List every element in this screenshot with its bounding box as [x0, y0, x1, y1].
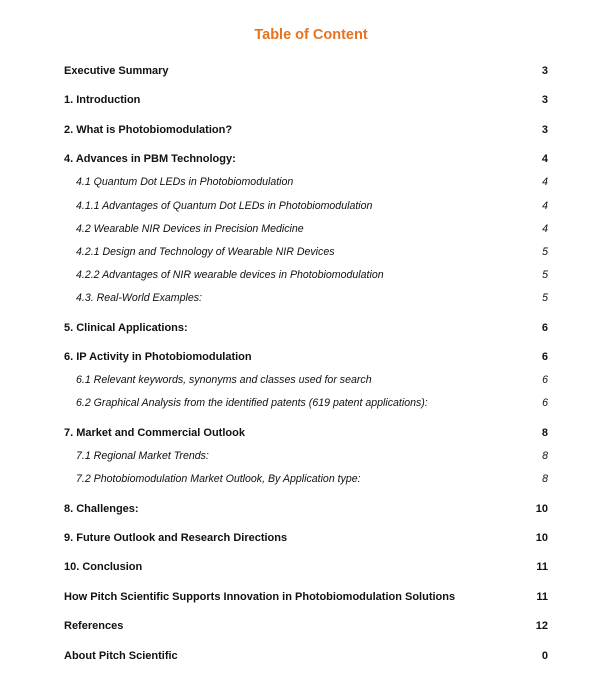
- toc-page-number: 4: [541, 153, 548, 166]
- toc-subentry[interactable]: [64, 291, 548, 305]
- toc-entry[interactable]: [64, 93, 548, 107]
- toc-page-number: 8: [542, 450, 548, 463]
- toc-page-number: 8: [542, 473, 548, 486]
- toc-page-number: 6: [541, 321, 548, 334]
- toc-entry-label: About Pitch Scientific: [64, 649, 178, 662]
- toc-page-number: 3: [541, 65, 548, 77]
- toc-entry-label: 4.1 Quantum Dot LEDs in Photobiomodulation: [76, 176, 294, 189]
- toc-entry-label: How Pitch Scientific Supports Innovation in Photobiomodulation Solutions: [64, 590, 456, 603]
- toc-entry-label: 4.2.2 Advantages of NIR wearable devices in Photobiomodulation: [76, 269, 384, 282]
- toc-entry-label: 5. Clinical Applications:: [64, 321, 188, 334]
- toc-page-number: 4: [542, 176, 548, 189]
- toc-entry-label: 4.1.1 Advantages of Quantum Dot LEDs in Photobiomodulation: [76, 199, 373, 212]
- toc-entry-label: 6.2 Graphical Analysis from the identified patents (619 patent applications):: [76, 397, 428, 410]
- toc-subentry[interactable]: [64, 396, 548, 410]
- toc-entry[interactable]: [64, 619, 548, 633]
- toc-page-number: 3: [541, 94, 548, 107]
- page-title: Table of Content: [254, 27, 368, 43]
- toc-subentry[interactable]: [64, 199, 548, 213]
- toc-page-number: 0: [541, 649, 548, 662]
- toc-page-number: 8: [541, 426, 548, 439]
- toc-entry-label: 4.3. Real-World Examples:: [76, 292, 202, 305]
- toc-subentry[interactable]: [64, 449, 548, 463]
- toc-entry-label: 7.2 Photobiomodulation Market Outlook, By Application type:: [76, 473, 361, 486]
- toc-page-number: 5: [542, 269, 548, 282]
- toc-entry-label: Executive Summary: [64, 65, 169, 77]
- toc-page-number: 4: [542, 199, 548, 212]
- toc-entry[interactable]: [64, 649, 548, 663]
- toc-page-number: 11: [536, 561, 548, 574]
- toc-entry-label: 7.1 Regional Market Trends:: [76, 450, 209, 463]
- toc-page-number: 11: [536, 590, 548, 603]
- toc-entry-label: 4.2.1 Design and Technology of Wearable NIR Devices: [76, 245, 335, 258]
- toc-page-number: 10: [535, 502, 548, 515]
- toc-page-number: 3: [541, 123, 548, 136]
- toc-page-number: 6: [542, 397, 548, 410]
- toc-entry[interactable]: [64, 123, 548, 137]
- toc-subentry[interactable]: [64, 175, 548, 189]
- toc-entry[interactable]: [64, 502, 548, 516]
- toc-entry-label: 9. Future Outlook and Research Directions: [64, 532, 288, 544]
- toc-entry-label: 6. IP Activity in Photobiomodulation: [64, 351, 252, 364]
- toc-page-number: 5: [542, 245, 548, 258]
- toc-entry-label: 10. Conclusion: [64, 561, 143, 574]
- toc-page-number: 12: [535, 620, 548, 633]
- toc-page-number: 10: [535, 532, 548, 544]
- table-of-contents: [64, 64, 548, 663]
- toc-subentry[interactable]: [64, 222, 548, 236]
- toc-subentry[interactable]: [64, 472, 548, 486]
- toc-page-number: 5: [542, 292, 548, 305]
- toc-entry[interactable]: [64, 321, 548, 335]
- toc-entry[interactable]: [64, 152, 548, 166]
- toc-page-number: 6: [542, 374, 548, 387]
- toc-entry[interactable]: [64, 560, 548, 574]
- toc-subentry[interactable]: [64, 373, 548, 387]
- toc-entry-label: 4. Advances in PBM Technology:: [64, 153, 236, 166]
- toc-entry[interactable]: [64, 350, 548, 364]
- toc-entry-label: 4.2 Wearable NIR Devices in Precision Medicine: [76, 222, 304, 235]
- toc-subentry[interactable]: [64, 245, 548, 259]
- toc-entry-label: 1. Introduction: [64, 94, 141, 107]
- toc-entry-label: 8. Challenges:: [64, 502, 139, 515]
- toc-page-number: 6: [541, 351, 548, 364]
- toc-entry[interactable]: [64, 531, 548, 545]
- toc-entry-label: References: [64, 620, 124, 633]
- toc-subentry[interactable]: [64, 268, 548, 282]
- toc-entry[interactable]: [64, 426, 548, 440]
- toc-entry-label: 2. What is Photobiomodulation?: [64, 123, 233, 136]
- toc-entry-label: 7. Market and Commercial Outlook: [64, 426, 245, 439]
- toc-entry-label: 6.1 Relevant keywords, synonyms and classes used for search: [76, 374, 372, 387]
- toc-page-number: 4: [542, 222, 548, 235]
- toc-entry[interactable]: [64, 64, 548, 78]
- toc-entry[interactable]: [64, 590, 548, 604]
